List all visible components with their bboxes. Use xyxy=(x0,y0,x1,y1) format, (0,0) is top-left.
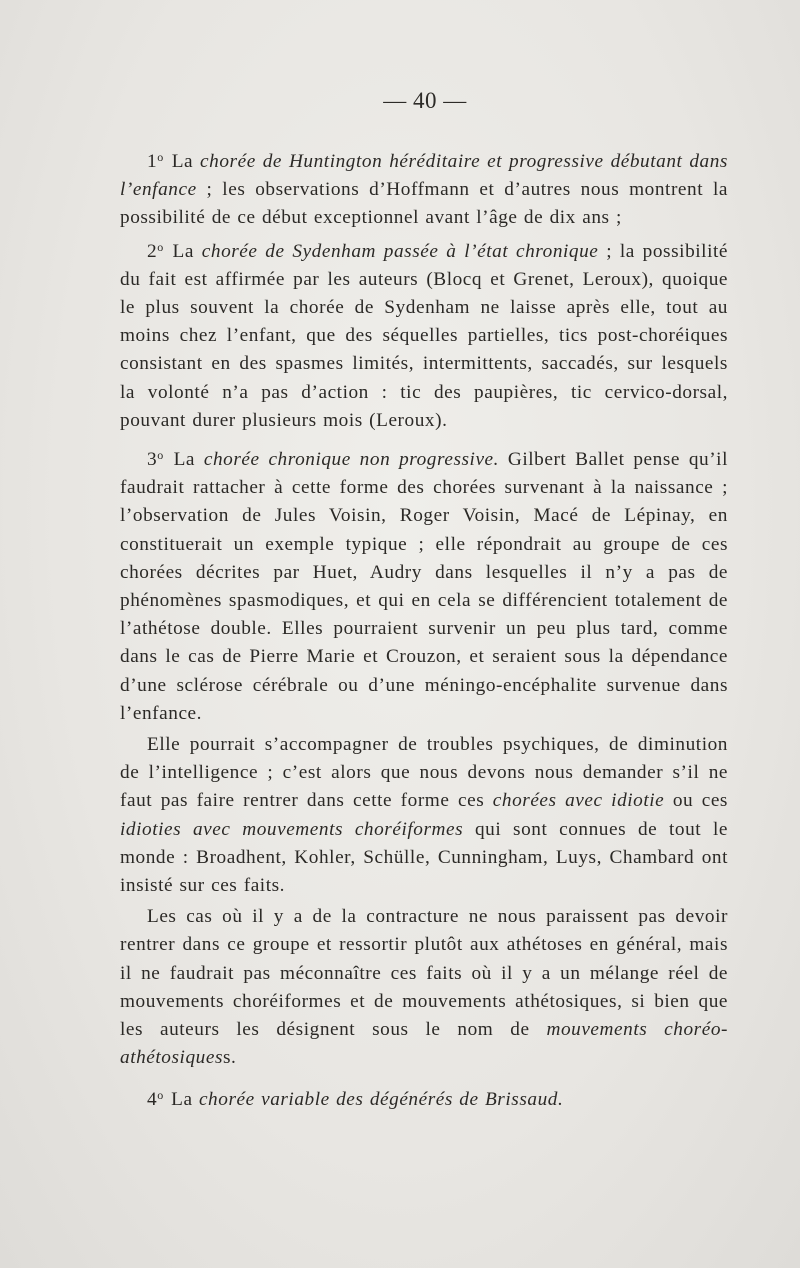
italic-phrase: idioties avec mouvements choréiformes xyxy=(120,818,464,840)
paragraph-text: qui sont connues de tout le monde : Broadhent, Kohler, Schülle, Cunningham, Luys, Chambard ont insisté sur ces faits. xyxy=(120,818,728,897)
page-number: — 40 — xyxy=(383,88,467,113)
italic-phrase: mouvements choréo-athétosiques xyxy=(120,1019,728,1069)
paragraph-text: ou ces xyxy=(672,790,728,812)
italic-title: chorée de Sydenham passée à l’état chronique xyxy=(201,240,599,262)
item-number: 2 xyxy=(147,240,158,262)
paragraph-body: Gilbert Ballet pense qu’il faudrait rattacher à cette forme des chorées survenant à la naissance ; l’observation de Jules Voisin, Roger Voisin, Macé de Lépinay, en constituerait un exemple typique ; elle répondrait au groupe de ces chorées décrites par Huet, Audry dans lesquelles il n’y a pas de phénomènes spasmodiques, et qui en cela se différencient totalement de l’athétose double. Elles pourraient survenir un peu plus tard, comme dans le cas de Pierre Marie et Crouzon, et seraient sous la dépendance d’une sclérose cérébrale ou d’une méningo-encéphalite survenue dans l’enfance. xyxy=(120,449,728,724)
paragraph-1: 1$^o$ La chorée de Huntington héréditaire et progressive débutant dans l’enfance ; les observations d’Hoffmann et d’autres nous montrent la possibilité de ce début exceptionnel avant l’âge de dix ans ; xyxy=(120,150,729,229)
lead-word: La xyxy=(172,240,194,262)
paragraph-body: ; les observations d’Hoffmann et d’autres nous montrent la possibilité de ce début exceptionnel avant l’âge de dix ans ; xyxy=(120,179,729,229)
paragraph-3: 3$^o$ La chorée chronique non progressive. Gilbert Ballet pense qu’il faudrait rattacher à cette forme des chorées survenant à la naissance ; l’observation de Jules Voisin, Roger Voisin, Macé de Lépinay, en constituerait un exemple typique ; elle répondrait au groupe de ces chorées décrites par Huet, Audry dans lesquelles il n’y a pas de phénomènes spasmodiques, et qui en cela se différencient totalement de l’athétose double. Elles pourraient survenir un peu plus tard, comme dans le cas de Pierre Marie et Crouzon, et seraient sous la dépendance d’une sclérose cérébrale ou d’une méningo-encéphalite survenue dans l’enfance. xyxy=(120,448,728,724)
italic-phrase: chorées avec idiotie xyxy=(492,790,665,812)
paragraph-5 xyxy=(120,903,728,1072)
item-number: 4 xyxy=(147,1088,158,1110)
italic-title: chorée de Huntington héréditaire et progressive débutant dans l’enfance xyxy=(120,151,728,201)
item-number: 1 xyxy=(147,151,158,172)
body-text xyxy=(120,143,728,1114)
item-number: 3 xyxy=(147,449,158,471)
paragraph-text: s. xyxy=(223,1047,237,1069)
italic-title: chorée variable des dégénérés de Brissaud. xyxy=(198,1088,564,1110)
lead-word: La xyxy=(173,449,196,471)
lead-word: La xyxy=(171,151,194,172)
paragraph-6: 4$^o$ La chorée variable des dégénérés de Brissaud. xyxy=(147,1087,564,1110)
paragraph-text: Les cas où il y a de la contracture ne nous paraissent pas devoir rentrer dans ce groupe et ressortir plutôt aux athétoses en général, mais il ne faudrait pas méconnaître ces faits où il y a un mélange réel de mouvements choréiformes et de mouvements athétosiques, si bien que les auteurs les désignent sous le nom de xyxy=(120,906,728,1041)
paragraph-body: ; la possibilité du fait est affirmée par les auteurs (Blocq et Grenet, Leroux), quoique le plus souvent la chorée de Sydenham ne laisse après elle, tout au moins chez l’enfant, que des séquelles partielles, tics post-choréiques consistant en des spasmes limités, intermittents, saccadés, sur lesquels la volonté n’a pas d’action : tic des paupières, tic cervico-dorsal, pouvant durer plusieurs mois (Leroux). xyxy=(120,240,728,431)
paragraph-text: Elle pourrait s’accompagner de troubles psychiques, de diminution de l’intelligence ; c’est alors que nous devons nous demander s’il ne faut pas faire rentrer dans cette forme ces xyxy=(120,734,728,812)
lead-word: La xyxy=(171,1088,193,1110)
italic-title: chorée chronique non progressive. xyxy=(203,449,500,471)
paragraph-4 xyxy=(120,731,728,900)
paragraph-2: 2$^o$ La chorée de Sydenham passée à l’état chronique ; la possibilité du fait est affirmée par les auteurs (Blocq et Grenet, Leroux), quoique le plus souvent la chorée de Sydenham ne laisse après elle, tout au moins chez l’enfant, que des séquelles partielles, tics post-choréiques consistant en des spasmes limités, intermittents, saccadés, sur lesquels la volonté n’a pas d’action : tic des paupières, tic cervico-dorsal, pouvant durer plusieurs mois (Leroux). xyxy=(120,239,728,431)
